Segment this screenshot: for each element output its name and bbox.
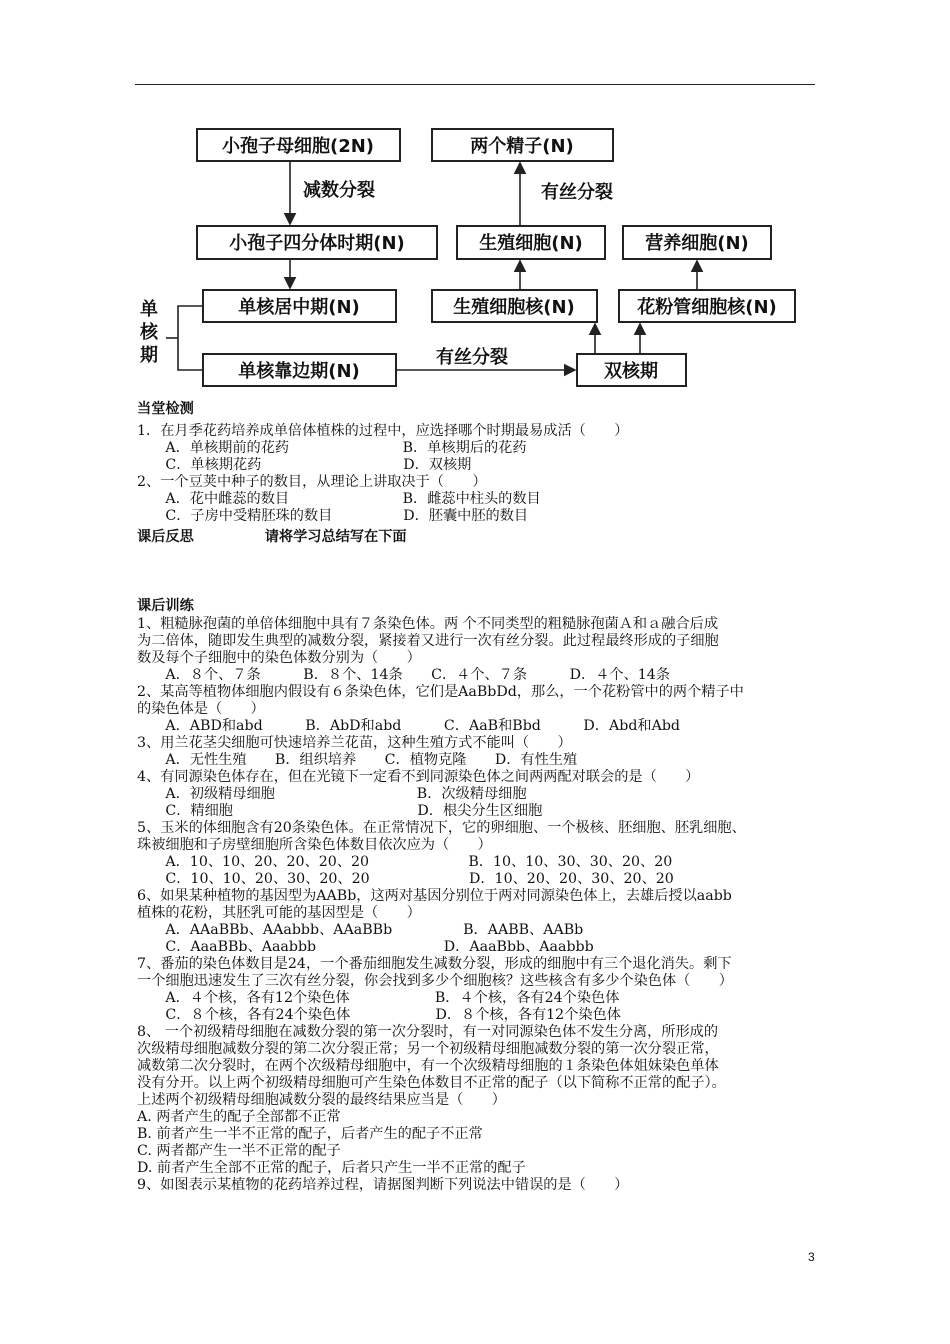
label-two-sperm: 两个精子(N): [470, 136, 574, 157]
label-uninucleate-1: 单: [140, 299, 158, 320]
label-mitosis-bottom: 有丝分裂: [436, 347, 508, 368]
text-line: A．ABD和abd B．AbD和abd C．AaB和Bbd D．Abd和Abd: [137, 718, 680, 734]
text-line: 1．在月季花药培养成单倍体植株的过程中，应选择哪个时期最易成活（ ）: [137, 423, 629, 439]
text-line: 7、番茄的染色体数目是24，一个番茄细胞发生减数分裂，形成的细胞中有三个退化消失。剩下: [137, 956, 732, 972]
label-binucleate: 双核期: [604, 361, 658, 382]
text-line: 没有分开。以上两个初级精母细胞可产生染色体数目不正常的配子（以下简称不正常的配子）。: [137, 1075, 726, 1091]
anther-culture-diagram: [0, 0, 950, 400]
text-line: 5、玉米的体细胞含有20条染色体。在正常情况下，它的卵细胞、一个极核、胚细胞、胚乳细胞、: [137, 820, 746, 836]
text-line: C．精细胞 D．根尖分生区细胞: [137, 803, 543, 819]
label-tube-nucleus: 花粉管细胞核(N): [637, 297, 777, 318]
text-line: A．单核期前的花药 B．单核期后的花药: [137, 440, 527, 456]
label-uninucleate-side: 单核靠边期(N): [238, 361, 360, 382]
label-generative-nucleus: 生殖细胞核(N): [453, 297, 575, 318]
text-line: A．初级精母细胞 B．次级精母细胞: [137, 786, 527, 802]
text-line: 8、 一个初级精母细胞在减数分裂的第一次分裂时，有一对同源染色体不发生分离，所形成的: [137, 1024, 719, 1040]
text-line: A．无性生殖 B．组织培养 C．植物克隆 D．有性生殖: [137, 752, 578, 768]
label-meiosis: 减数分裂: [303, 180, 375, 201]
label-tetrad: 小孢子四分体时期(N): [229, 233, 405, 254]
text-line: C．８个核，各有24个染色体 D．８个核，各有12个染色体: [137, 1007, 621, 1023]
label-uninucleate-3: 期: [140, 345, 158, 366]
text-line: 2、某高等植物体细胞内假设有６条染色体，它们是AaBbDd，那么，一个花粉管中的两个精子中: [137, 684, 744, 700]
text-line: 减数第二次分裂时，在两个次级精母细胞中，有一个次级精母细胞的１条染色体姐妹染色单体: [137, 1058, 719, 1074]
label-generative-cell: 生殖细胞(N): [479, 233, 583, 254]
text-line: C．AaaBBb、Aaabbb D．AaaBbb、Aaabbb: [137, 939, 594, 955]
text-line: 数及每个子细胞中的染色体数分别为（ ）: [137, 650, 421, 666]
text-line: 为二倍体，随即发生典型的减数分裂，紧接着又进行一次有丝分裂。此过程最终形成的子细胞: [137, 633, 719, 649]
text-line: 一个细胞迅速发生了三次有丝分裂，你会找到多少个细胞核？这些核含有多少个染色体（ ）: [137, 973, 733, 989]
text-line: 的染色体是（ ）: [137, 701, 265, 717]
text-line: 植株的花粉，其胚乳可能的基因型是（ ）: [137, 905, 421, 921]
text-line: C．单核期花药 D．双核期: [137, 457, 472, 473]
text-line: 次级精母细胞减数分裂的第二次分裂正常；另一个初级精母细胞减数分裂的第一次分裂正常，: [137, 1041, 719, 1057]
text-line: 6、如果某种植物的基因型为AABb，这两对基因分别位于两对同源染色体上，去雄后授以aabb: [137, 888, 732, 904]
text-line: A．花中雌蕊的数目 B．雌蕊中柱头的数目: [137, 491, 541, 507]
section-heading: 当堂检测: [137, 401, 194, 417]
text-line: 2、一个豆荚中种子的数目，从理论上讲取决于（ ）: [137, 474, 487, 490]
label-uninucleate-2: 核: [140, 322, 158, 343]
text-line: 1、粗糙脉孢菌的单倍体细胞中具有７条染色体。两 个不同类型的粗糙脉孢菌Ａ和ａ融合后成: [137, 616, 719, 632]
text-line: C．子房中受精胚珠的数目 D．胚囊中胚的数目: [137, 508, 529, 524]
text-line: A．４个核，各有12个染色体 B．４个核，各有24个染色体: [137, 990, 620, 1006]
label-microsporocyte: 小孢子母细胞(2N): [221, 136, 375, 157]
page-number: 3: [808, 1250, 815, 1264]
text-line: 9、如图表示某植物的花药培养过程，请据图判断下列说法中错误的是（ ）: [137, 1177, 629, 1193]
text-line: A．10、10、20、20、20、20 B．10、10、30、30、20、20: [137, 854, 673, 870]
text-line: C. 两者都产生一半不正常的配子: [137, 1143, 341, 1159]
label-mitosis-top: 有丝分裂: [541, 182, 613, 203]
text-line: A. 两者产生的配子全部都不正常: [137, 1109, 341, 1125]
text-line: A．８个、７条 B．８个、14条 C．４个、７条 D．４个、14条: [137, 667, 671, 683]
text-line: 3、用兰花茎尖细胞可快速培养兰花苗，这种生殖方式不能叫（ ）: [137, 735, 572, 751]
text-line: 珠被细胞和子房壁细胞所含染色体数目依次应为（ ）: [137, 837, 492, 853]
label-vegetative-cell: 营养细胞(N): [645, 233, 749, 254]
text-line: C．10、10、20、30、20、20 D．10、20、20、30、20、20: [137, 871, 674, 887]
section-heading: 课后训练: [137, 598, 194, 614]
text-line: D. 前者产生全部不正常的配子，后者只产生一半不正常的配子: [137, 1160, 526, 1176]
text-line: B. 前者产生一半不正常的配子，后者产生的配子不正常: [137, 1126, 483, 1142]
text-line: 4、有同源染色体存在，但在光镜下一定看不到同源染色体之间两两配对联会的是（ ）: [137, 769, 700, 785]
label-uninucleate-center: 单核居中期(N): [238, 297, 360, 318]
section-heading: 课后反思 请将学习总结写在下面: [137, 529, 407, 545]
text-line: 上述两个初级精母细胞减数分裂的最终结果应当是（ ）: [137, 1092, 506, 1108]
text-line: A．AAaBBb、AAabbb、AAaBBb B．AABB、AABb: [137, 922, 584, 938]
